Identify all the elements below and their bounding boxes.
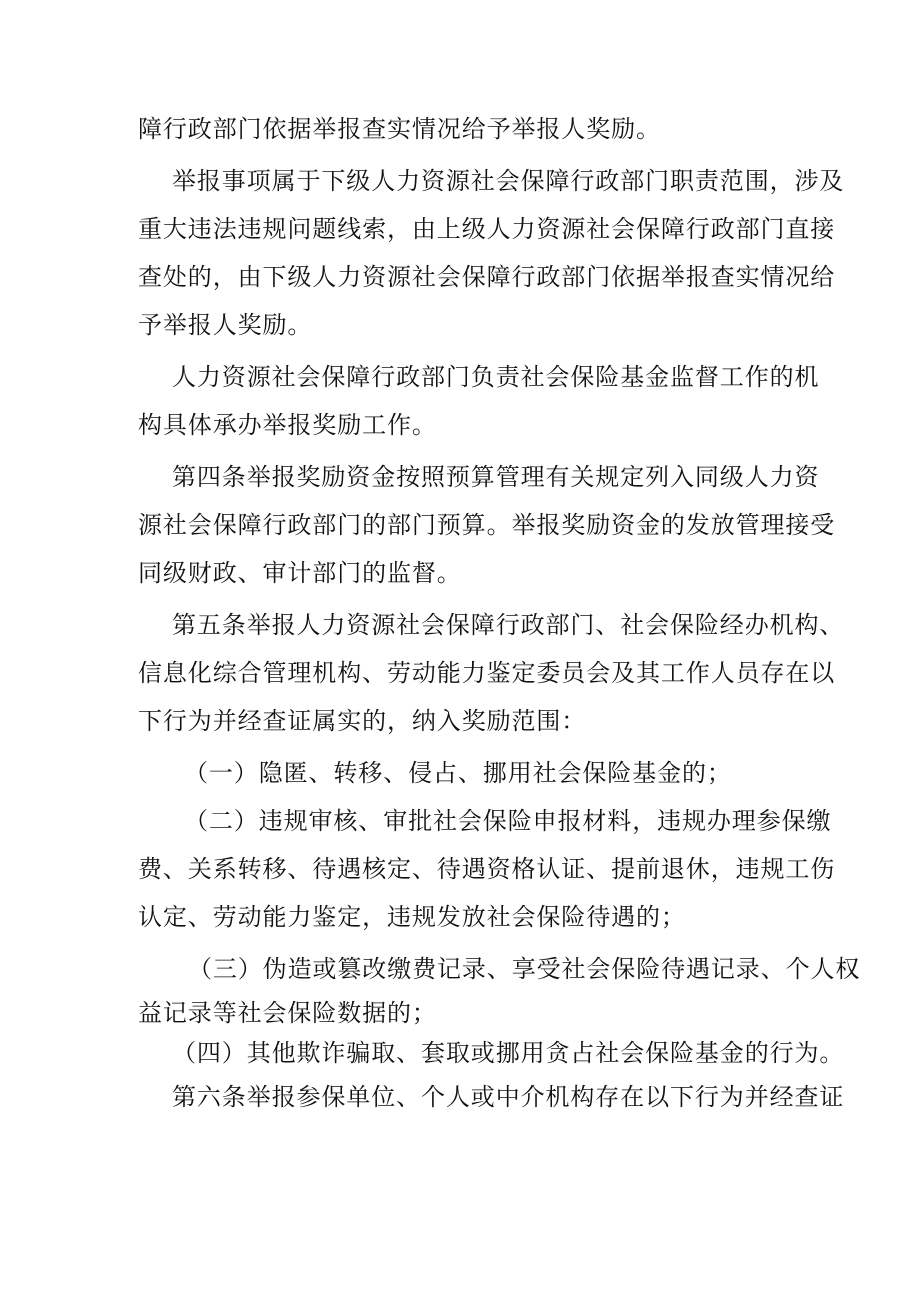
list-item-line: （二）违规审核、审批社会保险申报材料，违规办理参保缴 (184, 807, 832, 835)
list-item-line: （三）伪造或篡改缴费记录、享受社会保险待遇记录、个人权 (188, 955, 861, 983)
list-item-line: （四）其他欺诈骗取、套取或挪用贪占社会保险基金的行为。 (172, 1039, 845, 1067)
body-line: 益记录等社会保险数据的； (138, 999, 437, 1027)
body-line: 费、关系转移、待遇核定、待遇资格认证、提前退休，违规工伤 (138, 855, 836, 883)
body-line: 信息化综合管理机构、劳动能力鉴定委员会及其工作人员存在以 (138, 659, 836, 687)
body-line: 障行政部门依据举报查实情况给予举报人奖励。 (138, 115, 661, 143)
body-line: 第五条举报人力资源社会保障行政部门、社会保险经办机构、 (172, 611, 845, 639)
document-body (138, 105, 861, 1121)
body-line: 举报事项属于下级人力资源社会保障行政部门职责范围，涉及 (172, 167, 845, 195)
body-line: 予举报人奖励。 (138, 311, 313, 339)
body-line: 第四条举报奖励资金按照预算管理有关规定列入同级人力资 (172, 463, 820, 491)
body-line: 构具体承办举报奖励工作。 (138, 411, 437, 439)
body-line: 人力资源社会保障行政部门负责社会保险基金监督工作的机 (172, 363, 820, 391)
body-line: 认定、劳动能力鉴定，违规发放社会保险待遇的； (138, 903, 686, 931)
body-line: 查处的，由下级人力资源社会保障行政部门依据举报查实情况给 (138, 263, 836, 291)
body-line: 下行为并经查证属实的，纳入奖励范围： (138, 707, 587, 735)
body-line: 源社会保障行政部门的部门预算。举报奖励资金的发放管理接受 (138, 511, 836, 539)
body-line: 第六条举报参保单位、个人或中介机构存在以下行为并经查证 (172, 1083, 845, 1111)
body-line: 重大违法违规问题线索，由上级人力资源社会保障行政部门直接 (138, 215, 836, 243)
list-item-line: （一）隐匿、转移、侵占、挪用社会保险基金的； (184, 759, 732, 787)
body-line: 同级财政、审计部门的监督。 (138, 559, 462, 587)
